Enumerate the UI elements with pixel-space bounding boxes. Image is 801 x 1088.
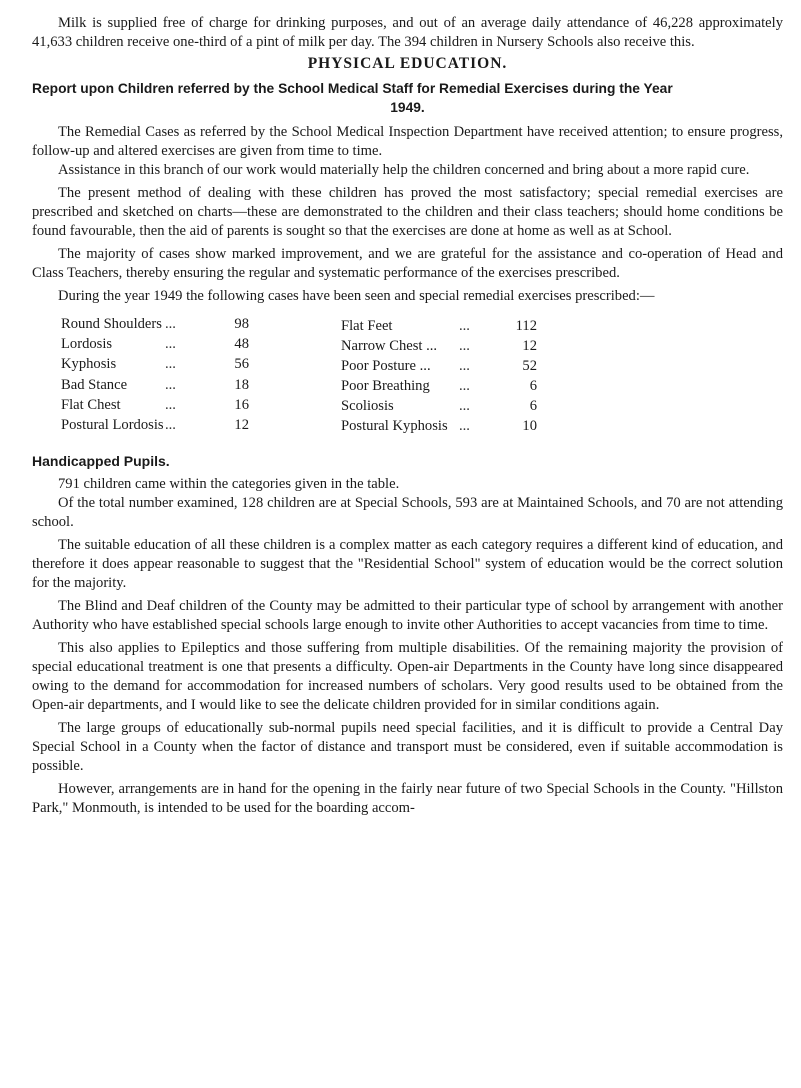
table-row xyxy=(341,356,537,376)
section-heading-handicapped-pupils: Handicapped Pupils. xyxy=(32,453,170,469)
case-count: 48 xyxy=(234,335,249,352)
table-row xyxy=(61,395,249,415)
table-row xyxy=(61,375,249,395)
table-row xyxy=(61,314,249,334)
case-label: Poor Posture ... xyxy=(341,357,431,374)
case-count: 18 xyxy=(234,376,249,393)
case-label: Round Shoulders xyxy=(61,315,162,332)
case-count: 52 xyxy=(522,357,537,374)
case-count: 12 xyxy=(522,337,537,354)
remedial-paragraph-3: The present method of dealing with these children has proved the most satisfactory; special remedial exercises are prescribed and sketched on charts—these are demonstrated to the children and their class teachers; should home conditions be found favourable, then the aid of parents is sought so that the exercises are done at home as well as at School. xyxy=(32,185,783,239)
remedial-paragraph-1: The Remedial Cases as referred by the School Medical Inspection Department have received attention; to ensure progress, follow-up and altered exercises are given from time to time. xyxy=(32,124,783,159)
remedial-paragraph-4: The majority of cases show marked improvement, and we are grateful for the assistance and co-operation of Head and Class Teachers, thereby ensuring the regular and systematic performance of the exercises prescribed. xyxy=(32,246,783,281)
cases-tables xyxy=(32,314,783,436)
cases-table-right xyxy=(341,316,537,436)
case-count: 6 xyxy=(529,377,537,394)
leader-dots: ... xyxy=(165,335,176,352)
case-label: Scoliosis xyxy=(341,397,394,414)
case-label: Flat Chest xyxy=(61,396,121,413)
case-count: 12 xyxy=(234,417,249,434)
table-row xyxy=(341,396,537,416)
leader-dots: ... xyxy=(459,397,470,414)
case-label: Kyphosis xyxy=(61,356,117,373)
leader-dots: ... xyxy=(459,377,470,394)
table-row xyxy=(61,355,249,375)
handicapped-paragraph-1: 791 children came within the categories given in the table. xyxy=(58,476,400,492)
table-row xyxy=(61,416,249,436)
leader-dots: ... xyxy=(165,396,176,413)
table-row xyxy=(341,376,537,396)
leader-dots: ... xyxy=(165,376,176,393)
leader-dots: ... xyxy=(165,417,176,434)
table-row xyxy=(341,336,537,356)
report-heading: Report upon Children referred by the School Medical Staff for Remedial Exercises during the Year xyxy=(32,81,673,96)
handicapped-paragraph-4: The Blind and Deaf children of the County may be admitted to their particular type of school by arrangement with another Authority who have established special schools large enough to invite other Authorities to accept vacancies from time to time. xyxy=(32,598,783,633)
handicapped-paragraph-3: The suitable education of all these children is a complex matter as each category requires a different kind of education, and therefore it does appear reasonable to suggest that the "Residential School" system of education would be the correct solution for the majority. xyxy=(32,537,783,591)
case-label: Lordosis xyxy=(61,335,113,352)
handicapped-paragraph-7: However, arrangements are in hand for the opening in the fairly near future of two Special Schools in the County. "Hillston Park," Monmouth, is intended to be used for the boarding accom- xyxy=(32,781,783,816)
remedial-paragraph-2: Assistance in this branch of our work would materially help the children concerned and bring about a more rapid cure. xyxy=(58,162,750,178)
case-label: Flat Feet xyxy=(341,317,393,334)
case-label: Bad Stance xyxy=(61,376,128,393)
milk-paragraph: Milk is supplied free of charge for drinking purposes, and out of an average daily attendance of 46,228 approximately 41,633 children receive one-third of a pint of milk per day. The 394 children in Nursery Schools also receive this. xyxy=(32,15,783,50)
case-label: Postural Kyphosis xyxy=(341,417,448,434)
leader-dots: ... xyxy=(165,356,176,373)
case-count: 56 xyxy=(234,356,249,373)
leader-dots: ... xyxy=(459,317,470,334)
case-label: Narrow Chest ... xyxy=(341,337,438,354)
section-title-physical-education: PHYSICAL EDUCATION. xyxy=(307,55,508,72)
handicapped-paragraph-5: This also applies to Epileptics and those suffering from multiple disabilities. Of the remaining majority the provision of special educational treatment is one that presents a difficulty. Open-air Departments in the County have long since disappeared owing to the demand for accommodation for increased numbers of scholars. Very good results used to be obtained from the Open-air departments, and I would like to see the delicate children provided for in similar conditions again. xyxy=(32,640,783,713)
handicapped-paragraph-6: The large groups of educationally sub-normal pupils need special facilities, and it is difficult to provide a Central Day Special School in a County when the factor of distance and transport must be considered, even if suitable accommodation is possible. xyxy=(32,720,783,774)
report-year: 1949. xyxy=(390,100,425,115)
cases-table-left xyxy=(61,314,249,436)
case-count: 6 xyxy=(529,397,537,414)
leader-dots: ... xyxy=(459,337,470,354)
leader-dots: ... xyxy=(165,315,176,332)
handicapped-paragraph-2: Of the total number examined, 128 children are at Special Schools, 593 are at Maintained Schools, and 70 are not attending school. xyxy=(32,495,783,530)
table-row xyxy=(61,334,249,354)
case-count: 10 xyxy=(522,417,537,434)
remedial-paragraph-5: During the year 1949 the following cases have been seen and special remedial exercises prescribed:— xyxy=(58,288,655,304)
case-count: 16 xyxy=(234,396,249,413)
leader-dots: ... xyxy=(459,417,470,434)
case-label: Poor Breathing xyxy=(341,377,430,394)
case-label: Postural Lordosis xyxy=(61,417,164,434)
case-count: 98 xyxy=(234,315,249,332)
leader-dots: ... xyxy=(459,357,470,374)
table-row xyxy=(341,416,537,436)
case-count: 112 xyxy=(515,317,537,334)
table-row xyxy=(341,316,537,336)
